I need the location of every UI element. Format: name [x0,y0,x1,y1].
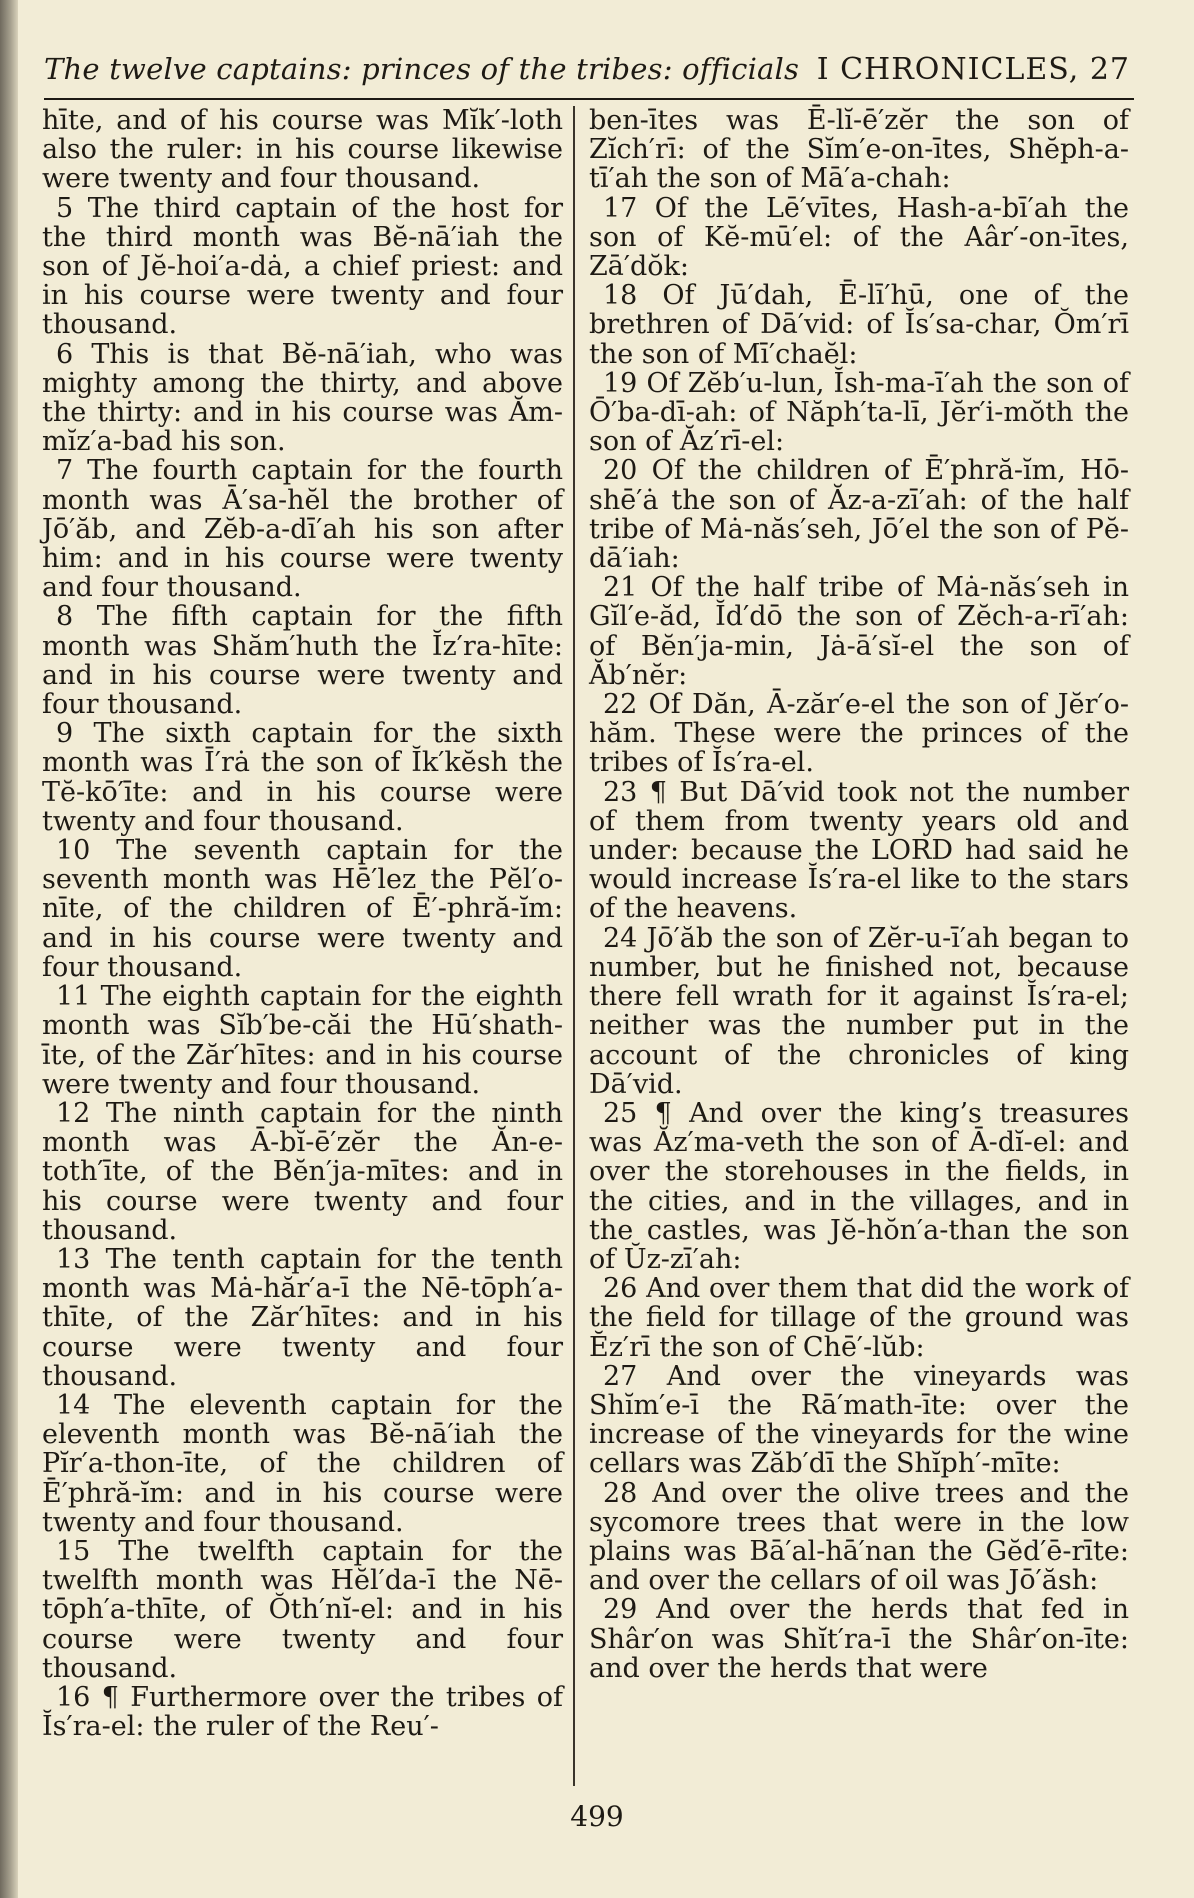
verse-16: 16 ¶ Furthermore over the tribes of Ĭs′ra-el: the ruler of the Reu′- [42,1681,563,1743]
verse-25: 25 ¶ And over the king’s treasures was Ăz′ma-veth the son of Ā-dĭ-el: and over the storehouses in the fields, in the cities, and in the villages, and in the castles, was Jĕ-hŏn′a-than the son of Ŭz-zī′ah: [589,1097,1129,1275]
left-column [42,106,563,1741]
verse-7: 7 The fourth captain for the fourth month was Ā′sa-hĕl the brother of Jō′ăb, and Zĕb-a-dī′ah his son after him: and in his course were twenty and four thousand. [42,455,563,604]
verse-10: 10 The seventh captain for the seventh month was Hē′lez the Pĕl′o-nīte, of the children of Ē′-phră-ĭm: and in his course were twenty and four thousand. [42,835,563,983]
verse-9: 9 The sixth captain for the sixth month was Ī′rȧ the son of Ĭk′kĕsh the Tĕ-kō′īte: and in his course were twenty and four thousand. [42,718,563,837]
verse-26: 26 And over them that did the work of the field for tillage of the ground was Ĕz′rī the son of Chē′-lŭb: [589,1273,1129,1363]
verse-17: 17 Of the Lē′vītes, Hash-a-bī′ah the son of Kĕ-mū′el: of the Aâr′-on-ītes, Zā′dŏk: [589,192,1129,283]
running-title: The twelve captains: princes of the tribes: officials [44,52,800,86]
header-rule [44,98,1134,100]
verse-16-continuation: ben-ītes was Ē-lĭ-ē′zĕr the son of Zĭch′rī: of the Sĭm′e-on-ītes, Shĕph-a-tī′ah the son of Mā′a-chah: [589,105,1129,195]
verse-8: 8 The fifth captain for the fifth month was Shăm′huth the Ĭz′ra-hīte: and in his course were twenty and four thousand. [42,601,563,721]
verse-21: 21 Of the half tribe of Mȧ-năs′seh in Gĭl′e-ăd, Ĭd′dō the son of Zĕch-a-rī′ah: of Bĕn′ja-min, Jȧ-ā′sĭ-el the son of Ăb′nĕr: [589,572,1129,691]
verse-22: 22 Of Dăn, Ā-zăr′e-el the son of Jĕr′o-hăm. These were the princes of the tribes of Ĭs′ra-el. [589,689,1129,779]
page-number: 499 [570,1800,624,1833]
page-header [44,52,1134,100]
verse-13: 13 The tenth captain for the tenth month was Mȧ-hăr′a-ī the Nē-tōph′a-thīte, of the Zăr′hītes: and in his course were twenty and four thousand. [42,1243,563,1392]
verse-6: 6 This is that Bĕ-nā′iah, who was mighty among the thirty, and above the thirty: and in his course was Ăm-mĭz′a-bad his son. [42,338,563,458]
verse-14: 14 The eleventh captain for the eleventh month was Bĕ-nā′iah the Pĭr′a-thon-īte, of the children of Ē′phră-ĭm: and in his course were twenty and four thousand. [42,1389,563,1538]
verse-12: 12 The ninth captain for the ninth month was Ā-bĭ-ē′zĕr the Ăn-e-toth′īte, of the Bĕn′ja-mītes: and in his course were twenty and four thousand. [42,1097,563,1246]
verse-continuation: hīte, and of his course was Mĭk′-loth also the ruler: in his course likewise were twenty and four thousand. [42,105,563,195]
verse-15: 15 The twelfth captain for the twelfth month was Hĕl′da-ī the Nē-tōph′a-thīte, of Ŏth′nĭ-el: and in his course were twenty and four thousand. [42,1535,563,1684]
verse-23: 23 ¶ But Dā′vid took not the number of them from twenty years old and under: because the LORD had said he would increase Ĭs′ra-el like to the stars of the heavens. [589,776,1129,925]
page-edge-shadow [0,0,18,1898]
verse-20: 20 Of the children of Ē′phră-ĭm, Hō-shē′ȧ the son of Ăz-a-zī′ah: of the half tribe of Mȧ-năs′seh, Jō′el the son of Pĕ-dā′iah: [589,455,1129,575]
verse-5: 5 The third captain of the host for the third month was Bĕ-nā′iah the son of Jĕ-hoi′a-dȧ, a chief priest: and in his course were twenty and four thousand. [42,192,563,341]
verse-29: 29 And over the herds that fed in Shâr′on was Shĭt′ra-ī the Shâr′on-īte: and over the herds that were [589,1594,1129,1684]
verse-28: 28 And over the olive trees and the sycomore trees that were in the low plains was Bā′al-hā′nan the Gĕd′ē-rīte: and over the cellars of oil was Jō′ăsh: [589,1477,1129,1597]
column-divider [573,106,575,1786]
verse-24: 24 Jō′ăb the son of Zĕr-u-ī′ah began to number, but he finished not, because there fell wrath for it against Ĭs′ra-el; neither was the number put in the account of the chronicles of king Dā′vid. [589,922,1129,1100]
verse-18: 18 Of Jū′dah, Ē-lī′hū, one of the brethren of Dā′vid: of Ĭs′sa-char, Ŏm′rī the son of Mī′chaĕl: [589,280,1129,370]
verse-19: 19 Of Zĕb′u-lun, Ĭsh-ma-ī′ah the son of Ō′ba-dī-ah: of Năph′ta-lī, Jĕr′i-mŏth the son of Ăz′rī-el: [589,367,1129,458]
verse-27: 27 And over the vineyards was Shĭm′e-ī the Rā′math-īte: over the increase of the vineyards for the wine cellars was Zăb′dī the Shĭph′-mīte: [589,1360,1129,1480]
book-reference: I CHRONICLES, 27 [816,52,1130,87]
right-column [589,106,1129,1683]
verse-11: 11 The eighth captain for the eighth month was Sĭb′be-căi the Hū′shath-īte, of the Zăr′hītes: and in his course were twenty and four thousand. [42,981,563,1100]
